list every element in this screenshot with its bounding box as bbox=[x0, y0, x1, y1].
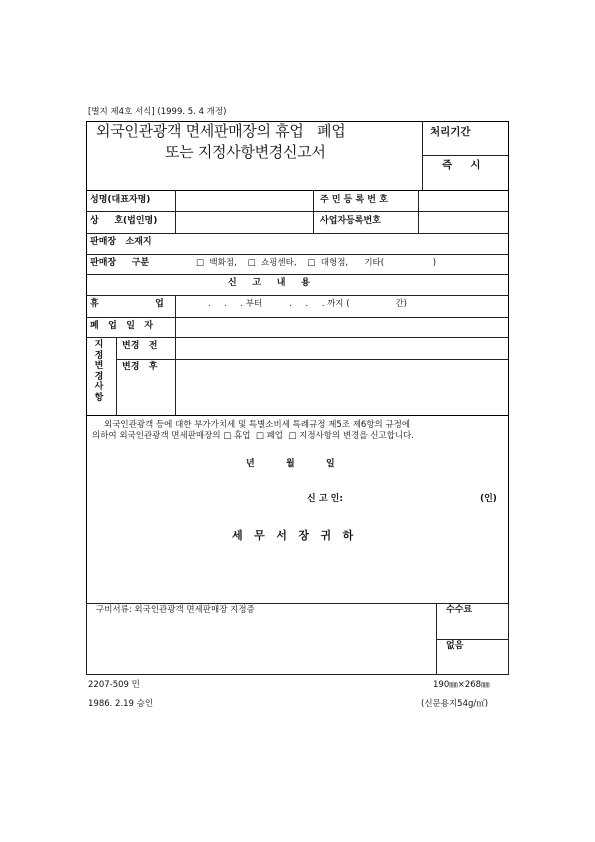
col-line bbox=[313, 190, 314, 233]
processing-period-divider bbox=[422, 155, 508, 156]
row-line bbox=[86, 211, 509, 212]
row-line bbox=[86, 295, 509, 296]
shutdown-date-field[interactable] bbox=[178, 320, 505, 335]
reporter-label: 신 고 인: bbox=[307, 494, 343, 504]
row-line bbox=[86, 190, 509, 191]
store-location-field[interactable] bbox=[178, 236, 505, 252]
resident-number-field[interactable] bbox=[421, 193, 505, 209]
trade-name-field[interactable] bbox=[178, 214, 310, 230]
row-line bbox=[86, 233, 509, 234]
col-line bbox=[175, 190, 176, 233]
closure-period[interactable]: . . . 부터 . . . 까지 ( 간) bbox=[208, 299, 407, 309]
processing-period-label: 처리기간 bbox=[430, 126, 471, 138]
store-type-label: 판매장 구분 bbox=[90, 258, 150, 268]
business-registration-field[interactable] bbox=[421, 214, 505, 230]
row-line bbox=[86, 337, 509, 338]
closure-label: 휴 업 bbox=[90, 299, 164, 309]
row-line bbox=[86, 254, 509, 255]
addressee: 세 무 서 장 귀 하 bbox=[232, 529, 354, 542]
report-date: 년 월 일 bbox=[246, 459, 335, 469]
change-items-label: 지정변경사항 bbox=[94, 340, 104, 403]
shutdown-date-label: 폐 업 일 자 bbox=[90, 321, 153, 331]
processing-period-value: 즉 시 bbox=[442, 159, 481, 171]
approval-date: 1986. 2.19 승인 bbox=[88, 699, 154, 709]
required-documents: 구비서류: 외국인관광객 면세판매장 지정증 bbox=[96, 605, 255, 615]
attachment-right-line bbox=[508, 603, 509, 674]
fee-row-line bbox=[436, 639, 508, 640]
attachment-top-line bbox=[86, 603, 509, 604]
change-before-label: 변경 전 bbox=[122, 341, 158, 351]
form-title-line2: 또는 지정사항변경신고서 bbox=[165, 143, 326, 161]
frame-right bbox=[508, 121, 509, 603]
fee-value: 없음 bbox=[446, 641, 464, 651]
attachment-bottom-line bbox=[86, 674, 509, 675]
seal-mark: (인) bbox=[480, 494, 497, 504]
change-before-field[interactable] bbox=[178, 340, 505, 357]
change-after-field[interactable] bbox=[178, 362, 505, 412]
fee-label: 수수료 bbox=[446, 605, 473, 615]
store-location-label: 판매장 소재지 bbox=[90, 237, 152, 247]
form-title-line1: 외국인관광객 면세판매장의 휴업 폐업 bbox=[96, 122, 346, 140]
paper-size: 190㎜×268㎜ bbox=[433, 680, 490, 690]
trade-name-label: 상 호(법인명) bbox=[90, 216, 158, 226]
col-line bbox=[175, 295, 176, 415]
declaration-line1: 외국인관광객 등에 대한 부가가치세 및 특별소비세 특례규정 제5조 제6항의 규정에 bbox=[104, 420, 411, 430]
report-contents-header: 신 고 내 용 bbox=[228, 278, 310, 288]
paper-spec: (신문용지54g/㎡) bbox=[421, 699, 489, 709]
store-type-options[interactable]: □ 백화점, □ 쇼핑센타, □ 대형점, 기타( ) bbox=[196, 258, 437, 268]
col-line bbox=[116, 337, 117, 415]
resident-number-label: 주 민 등 록 번 호 bbox=[320, 195, 388, 205]
change-after-label: 변경 후 bbox=[122, 362, 158, 372]
form-code: 2207-509 민 bbox=[88, 680, 140, 690]
attachment-left-line bbox=[86, 603, 87, 674]
row-line bbox=[86, 317, 509, 318]
row-line bbox=[86, 274, 509, 275]
frame-left bbox=[86, 121, 87, 603]
declaration-line2: 의하여 외국인관광객 면세판매장의 □ 휴업 □ 폐업 □ 지정사항의 변경을 신고합니다. bbox=[92, 431, 414, 441]
business-registration-label: 사업자등록번호 bbox=[320, 216, 381, 226]
form-reference: [별지 제4호 서식] (1999. 5. 4 개정) bbox=[88, 107, 227, 117]
col-line bbox=[418, 190, 419, 233]
applicant-name-label: 성명(대표자명) bbox=[90, 195, 151, 205]
row-line bbox=[86, 415, 509, 416]
applicant-name-field[interactable] bbox=[178, 193, 310, 209]
